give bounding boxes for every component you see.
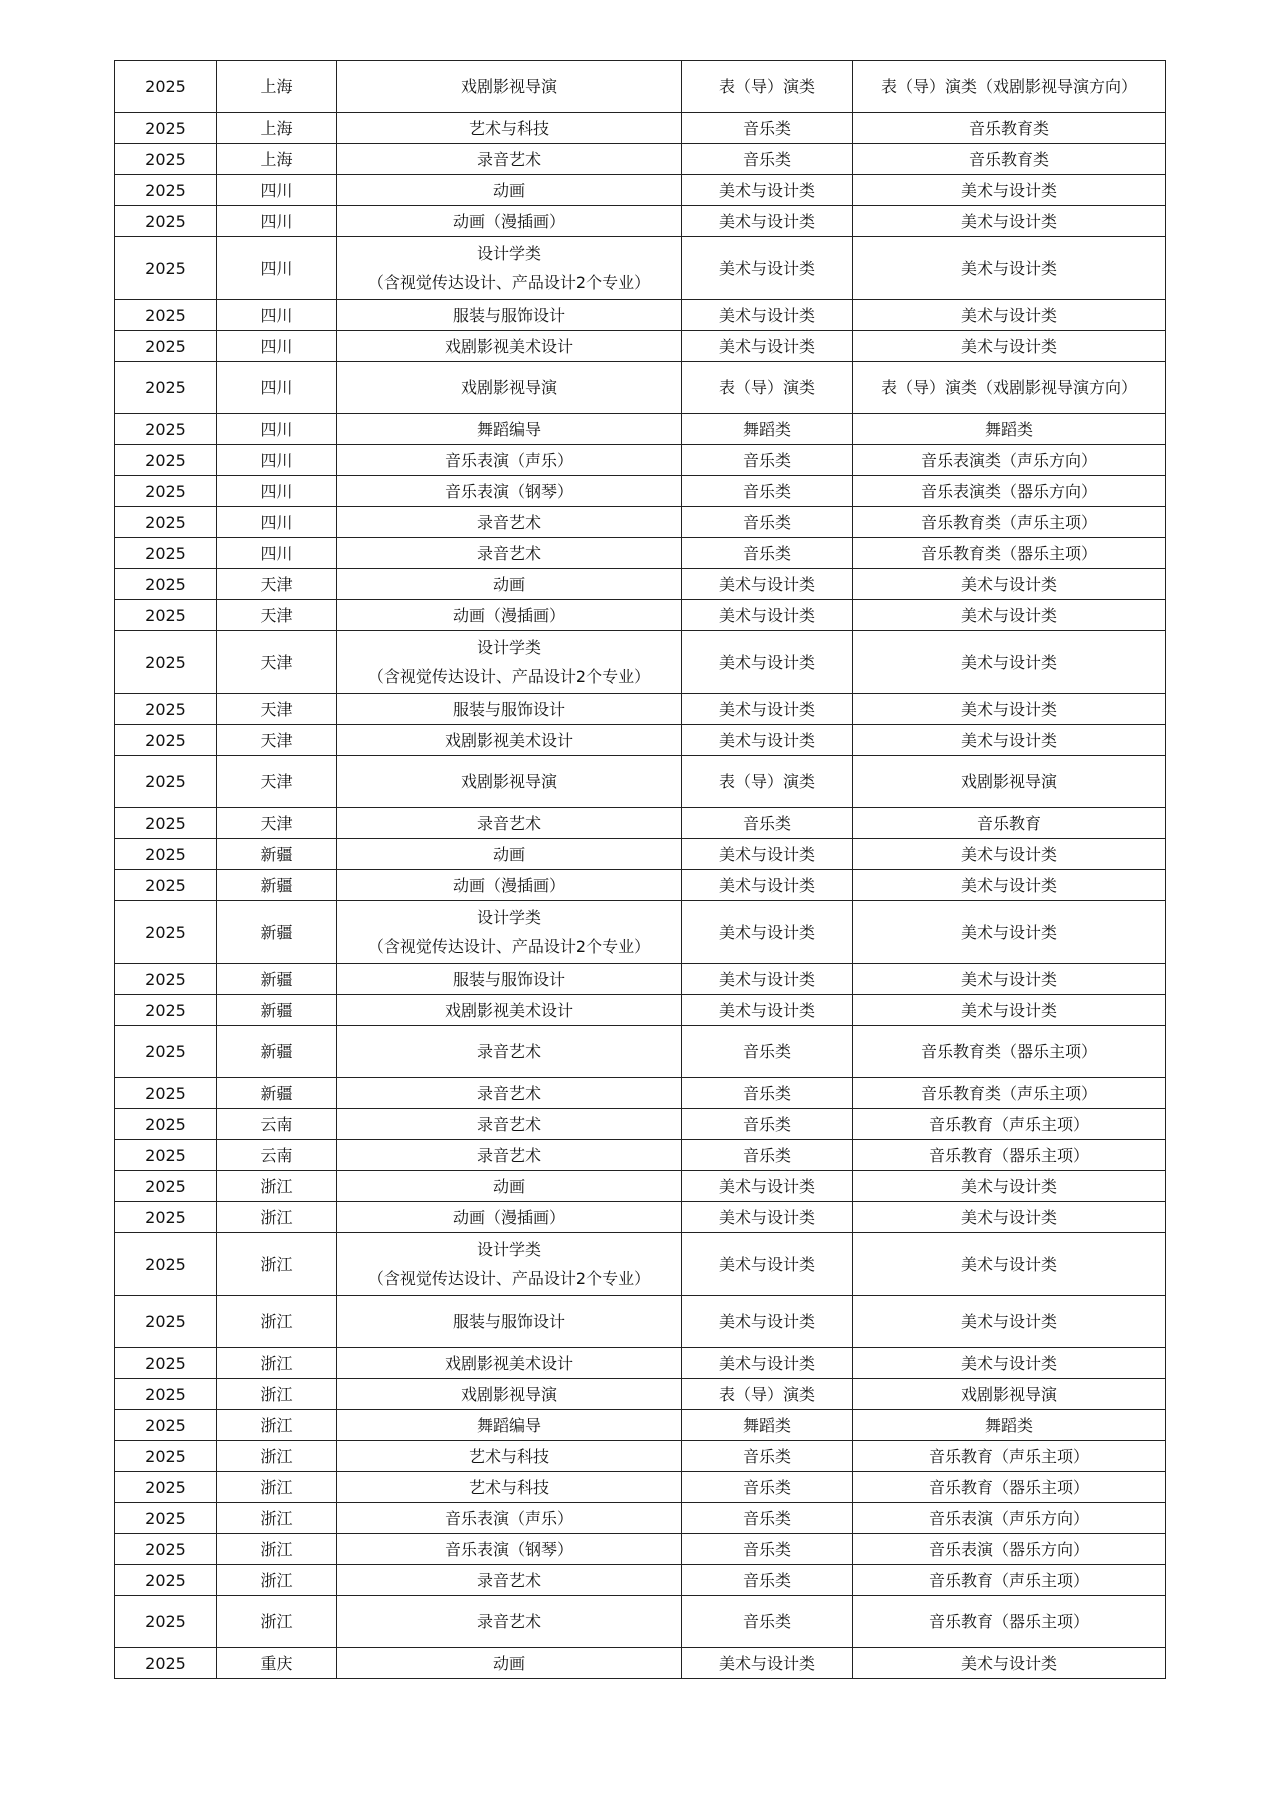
- category-cell: 美术与设计类: [682, 964, 853, 995]
- category-cell: 美术与设计类: [682, 1296, 853, 1348]
- category-cell: 音乐类: [682, 538, 853, 569]
- category-cell: 美术与设计类: [682, 1348, 853, 1379]
- region-cell: 四川: [217, 237, 337, 300]
- major-cell: 艺术与科技: [337, 1472, 682, 1503]
- region-cell: 浙江: [217, 1233, 337, 1296]
- major-cell: 动画: [337, 1171, 682, 1202]
- subcategory-cell: 舞蹈类: [853, 1410, 1166, 1441]
- region-cell: 浙江: [217, 1202, 337, 1233]
- year-cell: 2025: [115, 964, 217, 995]
- category-cell: 美术与设计类: [682, 839, 853, 870]
- major-cell: 动画: [337, 569, 682, 600]
- major-cell: 录音艺术: [337, 1078, 682, 1109]
- major-line-1: 设计学类: [476, 1240, 541, 1259]
- category-cell: 音乐类: [682, 144, 853, 175]
- subcategory-cell: 音乐表演（器乐方向）: [853, 1534, 1166, 1565]
- major-cell: 动画（漫插画）: [337, 206, 682, 237]
- year-cell: 2025: [115, 600, 217, 631]
- year-cell: 2025: [115, 1472, 217, 1503]
- region-cell: 上海: [217, 61, 337, 113]
- subcategory-cell: 音乐表演类（声乐方向）: [853, 445, 1166, 476]
- category-cell: 美术与设计类: [682, 237, 853, 300]
- table-row: [115, 237, 1166, 300]
- year-cell: 2025: [115, 901, 217, 964]
- category-cell: 音乐类: [682, 476, 853, 507]
- subcategory-cell: 美术与设计类: [853, 870, 1166, 901]
- subcategory-cell: 美术与设计类: [853, 995, 1166, 1026]
- region-cell: 四川: [217, 175, 337, 206]
- region-cell: 新疆: [217, 870, 337, 901]
- major-cell: 录音艺术: [337, 1140, 682, 1171]
- category-cell: 美术与设计类: [682, 206, 853, 237]
- region-cell: 浙江: [217, 1171, 337, 1202]
- subcategory-cell: 音乐表演（声乐方向）: [853, 1503, 1166, 1534]
- region-cell: 天津: [217, 725, 337, 756]
- region-cell: 云南: [217, 1109, 337, 1140]
- category-cell: 美术与设计类: [682, 1648, 853, 1679]
- major-cell: 戏剧影视导演: [337, 756, 682, 808]
- region-cell: 新疆: [217, 839, 337, 870]
- subcategory-cell: 美术与设计类: [853, 1296, 1166, 1348]
- region-cell: 天津: [217, 569, 337, 600]
- table-row: [115, 476, 1166, 507]
- major-cell: 录音艺术: [337, 808, 682, 839]
- category-cell: 表（导）演类: [682, 1379, 853, 1410]
- region-cell: 天津: [217, 631, 337, 694]
- category-cell: 音乐类: [682, 113, 853, 144]
- subcategory-cell: 美术与设计类: [853, 901, 1166, 964]
- year-cell: 2025: [115, 694, 217, 725]
- major-cell: 戏剧影视导演: [337, 61, 682, 113]
- table-row: [115, 600, 1166, 631]
- category-cell: 音乐类: [682, 1565, 853, 1596]
- year-cell: 2025: [115, 445, 217, 476]
- major-cell: 动画: [337, 1648, 682, 1679]
- subcategory-cell: 音乐教育类: [853, 113, 1166, 144]
- year-cell: 2025: [115, 113, 217, 144]
- major-cell: 艺术与科技: [337, 113, 682, 144]
- category-cell: 美术与设计类: [682, 1233, 853, 1296]
- year-cell: 2025: [115, 569, 217, 600]
- year-cell: 2025: [115, 1296, 217, 1348]
- category-cell: 音乐类: [682, 445, 853, 476]
- year-cell: 2025: [115, 808, 217, 839]
- category-cell: 表（导）演类: [682, 362, 853, 414]
- table-row: [115, 1565, 1166, 1596]
- subcategory-cell: 表（导）演类（戏剧影视导演方向）: [853, 61, 1166, 113]
- region-cell: 新疆: [217, 901, 337, 964]
- year-cell: 2025: [115, 1202, 217, 1233]
- year-cell: 2025: [115, 1233, 217, 1296]
- region-cell: 上海: [217, 144, 337, 175]
- major-cell: 戏剧影视美术设计: [337, 331, 682, 362]
- table-row: [115, 206, 1166, 237]
- category-cell: 音乐类: [682, 1026, 853, 1078]
- subcategory-cell: 音乐教育类（声乐主项）: [853, 507, 1166, 538]
- region-cell: 浙江: [217, 1410, 337, 1441]
- category-cell: 表（导）演类: [682, 61, 853, 113]
- table-row: [115, 1140, 1166, 1171]
- region-cell: 四川: [217, 507, 337, 538]
- major-line-2: （含视觉传达设计、产品设计2个专业）: [367, 1269, 651, 1288]
- major-line-1: 设计学类: [476, 638, 541, 657]
- subcategory-cell: 音乐教育（声乐主项）: [853, 1109, 1166, 1140]
- table-row: [115, 1410, 1166, 1441]
- year-cell: 2025: [115, 1348, 217, 1379]
- category-cell: 音乐类: [682, 1534, 853, 1565]
- category-cell: 音乐类: [682, 1140, 853, 1171]
- region-cell: 浙江: [217, 1472, 337, 1503]
- major-cell: 录音艺术: [337, 1596, 682, 1648]
- subcategory-cell: 美术与设计类: [853, 300, 1166, 331]
- category-cell: 美术与设计类: [682, 631, 853, 694]
- category-cell: 表（导）演类: [682, 756, 853, 808]
- subcategory-cell: 戏剧影视导演: [853, 1379, 1166, 1410]
- region-cell: 新疆: [217, 995, 337, 1026]
- region-cell: 浙江: [217, 1534, 337, 1565]
- subcategory-cell: 美术与设计类: [853, 1171, 1166, 1202]
- table-row: [115, 1026, 1166, 1078]
- major-line-2: （含视觉传达设计、产品设计2个专业）: [367, 667, 651, 686]
- subcategory-cell: 美术与设计类: [853, 600, 1166, 631]
- subcategory-cell: 美术与设计类: [853, 964, 1166, 995]
- region-cell: 四川: [217, 476, 337, 507]
- year-cell: 2025: [115, 362, 217, 414]
- category-cell: 音乐类: [682, 1472, 853, 1503]
- major-cell: 动画: [337, 175, 682, 206]
- table-row: [115, 362, 1166, 414]
- year-cell: 2025: [115, 1140, 217, 1171]
- region-cell: 浙江: [217, 1596, 337, 1648]
- year-cell: 2025: [115, 1565, 217, 1596]
- table-row: [115, 995, 1166, 1026]
- major-cell: 录音艺术: [337, 1109, 682, 1140]
- category-cell: 舞蹈类: [682, 414, 853, 445]
- year-cell: 2025: [115, 1503, 217, 1534]
- region-cell: 浙江: [217, 1565, 337, 1596]
- major-cell: 动画（漫插画）: [337, 870, 682, 901]
- table-row: [115, 1648, 1166, 1679]
- admissions-table: [114, 60, 1166, 1679]
- major-line-2: （含视觉传达设计、产品设计2个专业）: [367, 273, 651, 292]
- year-cell: 2025: [115, 476, 217, 507]
- subcategory-cell: 表（导）演类（戏剧影视导演方向）: [853, 362, 1166, 414]
- year-cell: 2025: [115, 1109, 217, 1140]
- region-cell: 新疆: [217, 1026, 337, 1078]
- region-cell: 新疆: [217, 964, 337, 995]
- category-cell: 舞蹈类: [682, 1410, 853, 1441]
- subcategory-cell: 美术与设计类: [853, 1348, 1166, 1379]
- subcategory-cell: 美术与设计类: [853, 1648, 1166, 1679]
- subcategory-cell: 美术与设计类: [853, 631, 1166, 694]
- subcategory-cell: 音乐教育（器乐主项）: [853, 1596, 1166, 1648]
- region-cell: 四川: [217, 300, 337, 331]
- major-cell: 戏剧影视导演: [337, 1379, 682, 1410]
- major-cell: [337, 237, 682, 300]
- region-cell: 四川: [217, 331, 337, 362]
- year-cell: 2025: [115, 1648, 217, 1679]
- major-cell: 舞蹈编导: [337, 1410, 682, 1441]
- year-cell: 2025: [115, 1410, 217, 1441]
- major-cell: 音乐表演（钢琴）: [337, 476, 682, 507]
- year-cell: 2025: [115, 839, 217, 870]
- category-cell: 美术与设计类: [682, 175, 853, 206]
- table-row: [115, 300, 1166, 331]
- year-cell: 2025: [115, 631, 217, 694]
- region-cell: 云南: [217, 1140, 337, 1171]
- major-cell: 戏剧影视导演: [337, 362, 682, 414]
- subcategory-cell: 美术与设计类: [853, 569, 1166, 600]
- category-cell: 美术与设计类: [682, 1202, 853, 1233]
- year-cell: 2025: [115, 1441, 217, 1472]
- category-cell: 美术与设计类: [682, 1171, 853, 1202]
- major-cell: 服装与服饰设计: [337, 300, 682, 331]
- subcategory-cell: 美术与设计类: [853, 237, 1166, 300]
- category-cell: 音乐类: [682, 1503, 853, 1534]
- subcategory-cell: 音乐教育类: [853, 144, 1166, 175]
- year-cell: 2025: [115, 1078, 217, 1109]
- category-cell: 音乐类: [682, 507, 853, 538]
- major-cell: 艺术与科技: [337, 1441, 682, 1472]
- subcategory-cell: 音乐教育（器乐主项）: [853, 1140, 1166, 1171]
- table-row: [115, 901, 1166, 964]
- table-row: [115, 756, 1166, 808]
- table-row: [115, 445, 1166, 476]
- region-cell: 天津: [217, 808, 337, 839]
- table-row: [115, 870, 1166, 901]
- year-cell: 2025: [115, 237, 217, 300]
- region-cell: 四川: [217, 414, 337, 445]
- subcategory-cell: 音乐教育类（声乐主项）: [853, 1078, 1166, 1109]
- subcategory-cell: 美术与设计类: [853, 1202, 1166, 1233]
- year-cell: 2025: [115, 507, 217, 538]
- region-cell: 新疆: [217, 1078, 337, 1109]
- category-cell: 音乐类: [682, 1441, 853, 1472]
- category-cell: 音乐类: [682, 808, 853, 839]
- table-row: [115, 1109, 1166, 1140]
- table-row: [115, 1202, 1166, 1233]
- table-row: [115, 175, 1166, 206]
- subcategory-cell: 美术与设计类: [853, 331, 1166, 362]
- major-cell: 录音艺术: [337, 1026, 682, 1078]
- region-cell: 浙江: [217, 1296, 337, 1348]
- table-row: [115, 1534, 1166, 1565]
- subcategory-cell: 美术与设计类: [853, 839, 1166, 870]
- major-cell: 戏剧影视美术设计: [337, 725, 682, 756]
- region-cell: 四川: [217, 538, 337, 569]
- table-row: [115, 1171, 1166, 1202]
- major-cell: 戏剧影视美术设计: [337, 995, 682, 1026]
- major-cell: 音乐表演（声乐）: [337, 1503, 682, 1534]
- region-cell: 浙江: [217, 1441, 337, 1472]
- region-cell: 四川: [217, 362, 337, 414]
- major-line-1: 设计学类: [476, 244, 541, 263]
- category-cell: 美术与设计类: [682, 995, 853, 1026]
- table-row: [115, 839, 1166, 870]
- year-cell: 2025: [115, 1596, 217, 1648]
- table-row: [115, 507, 1166, 538]
- year-cell: 2025: [115, 1171, 217, 1202]
- subcategory-cell: 音乐教育类（器乐主项）: [853, 538, 1166, 569]
- major-cell: 音乐表演（钢琴）: [337, 1534, 682, 1565]
- major-cell: 动画（漫插画）: [337, 1202, 682, 1233]
- year-cell: 2025: [115, 331, 217, 362]
- major-cell: 录音艺术: [337, 538, 682, 569]
- category-cell: 美术与设计类: [682, 870, 853, 901]
- region-cell: 四川: [217, 206, 337, 237]
- region-cell: 天津: [217, 694, 337, 725]
- region-cell: 浙江: [217, 1348, 337, 1379]
- table-row: [115, 1296, 1166, 1348]
- year-cell: 2025: [115, 414, 217, 445]
- table-row: [115, 808, 1166, 839]
- year-cell: 2025: [115, 61, 217, 113]
- table-row: [115, 1233, 1166, 1296]
- major-cell: 录音艺术: [337, 1565, 682, 1596]
- subcategory-cell: 美术与设计类: [853, 206, 1166, 237]
- year-cell: 2025: [115, 1379, 217, 1410]
- major-line-2: （含视觉传达设计、产品设计2个专业）: [367, 937, 651, 956]
- category-cell: 音乐类: [682, 1596, 853, 1648]
- table-row: [115, 964, 1166, 995]
- table-row: [115, 113, 1166, 144]
- region-cell: 浙江: [217, 1379, 337, 1410]
- major-cell: [337, 1233, 682, 1296]
- year-cell: 2025: [115, 756, 217, 808]
- year-cell: 2025: [115, 144, 217, 175]
- major-cell: 服装与服饰设计: [337, 964, 682, 995]
- category-cell: 美术与设计类: [682, 569, 853, 600]
- major-cell: 服装与服饰设计: [337, 1296, 682, 1348]
- category-cell: 美术与设计类: [682, 331, 853, 362]
- subcategory-cell: 美术与设计类: [853, 694, 1166, 725]
- subcategory-cell: 音乐教育类（器乐主项）: [853, 1026, 1166, 1078]
- region-cell: 浙江: [217, 1503, 337, 1534]
- year-cell: 2025: [115, 538, 217, 569]
- major-cell: 录音艺术: [337, 507, 682, 538]
- major-cell: 动画: [337, 839, 682, 870]
- region-cell: 天津: [217, 600, 337, 631]
- table-row: [115, 414, 1166, 445]
- table-row: [115, 1348, 1166, 1379]
- table-row: [115, 631, 1166, 694]
- major-cell: 戏剧影视美术设计: [337, 1348, 682, 1379]
- major-cell: 音乐表演（声乐）: [337, 445, 682, 476]
- table-row: [115, 694, 1166, 725]
- year-cell: 2025: [115, 1026, 217, 1078]
- table-row: [115, 538, 1166, 569]
- major-cell: 动画（漫插画）: [337, 600, 682, 631]
- subcategory-cell: 音乐教育: [853, 808, 1166, 839]
- table-row: [115, 61, 1166, 113]
- major-cell: [337, 631, 682, 694]
- table-row: [115, 1596, 1166, 1648]
- subcategory-cell: 音乐教育（声乐主项）: [853, 1441, 1166, 1472]
- table-row: [115, 1503, 1166, 1534]
- region-cell: 重庆: [217, 1648, 337, 1679]
- subcategory-cell: 美术与设计类: [853, 725, 1166, 756]
- year-cell: 2025: [115, 725, 217, 756]
- subcategory-cell: 音乐表演类（器乐方向）: [853, 476, 1166, 507]
- subcategory-cell: 舞蹈类: [853, 414, 1166, 445]
- table-row: [115, 331, 1166, 362]
- year-cell: 2025: [115, 870, 217, 901]
- category-cell: 美术与设计类: [682, 300, 853, 331]
- table-row: [115, 1078, 1166, 1109]
- year-cell: 2025: [115, 206, 217, 237]
- region-cell: 上海: [217, 113, 337, 144]
- table-row: [115, 1379, 1166, 1410]
- category-cell: 美术与设计类: [682, 694, 853, 725]
- major-cell: 录音艺术: [337, 144, 682, 175]
- table-row: [115, 725, 1166, 756]
- table-row: [115, 1472, 1166, 1503]
- year-cell: 2025: [115, 1534, 217, 1565]
- subcategory-cell: 美术与设计类: [853, 175, 1166, 206]
- year-cell: 2025: [115, 175, 217, 206]
- category-cell: 音乐类: [682, 1078, 853, 1109]
- table-row: [115, 1441, 1166, 1472]
- subcategory-cell: 美术与设计类: [853, 1233, 1166, 1296]
- category-cell: 美术与设计类: [682, 725, 853, 756]
- category-cell: 音乐类: [682, 1109, 853, 1140]
- category-cell: 美术与设计类: [682, 600, 853, 631]
- region-cell: 四川: [217, 445, 337, 476]
- table-body: [115, 61, 1166, 1679]
- year-cell: 2025: [115, 300, 217, 331]
- major-cell: 舞蹈编导: [337, 414, 682, 445]
- major-line-1: 设计学类: [476, 908, 541, 927]
- major-cell: [337, 901, 682, 964]
- table-row: [115, 144, 1166, 175]
- year-cell: 2025: [115, 995, 217, 1026]
- table-row: [115, 569, 1166, 600]
- subcategory-cell: 戏剧影视导演: [853, 756, 1166, 808]
- subcategory-cell: 音乐教育（声乐主项）: [853, 1565, 1166, 1596]
- region-cell: 天津: [217, 756, 337, 808]
- major-cell: 服装与服饰设计: [337, 694, 682, 725]
- category-cell: 美术与设计类: [682, 901, 853, 964]
- subcategory-cell: 音乐教育（器乐主项）: [853, 1472, 1166, 1503]
